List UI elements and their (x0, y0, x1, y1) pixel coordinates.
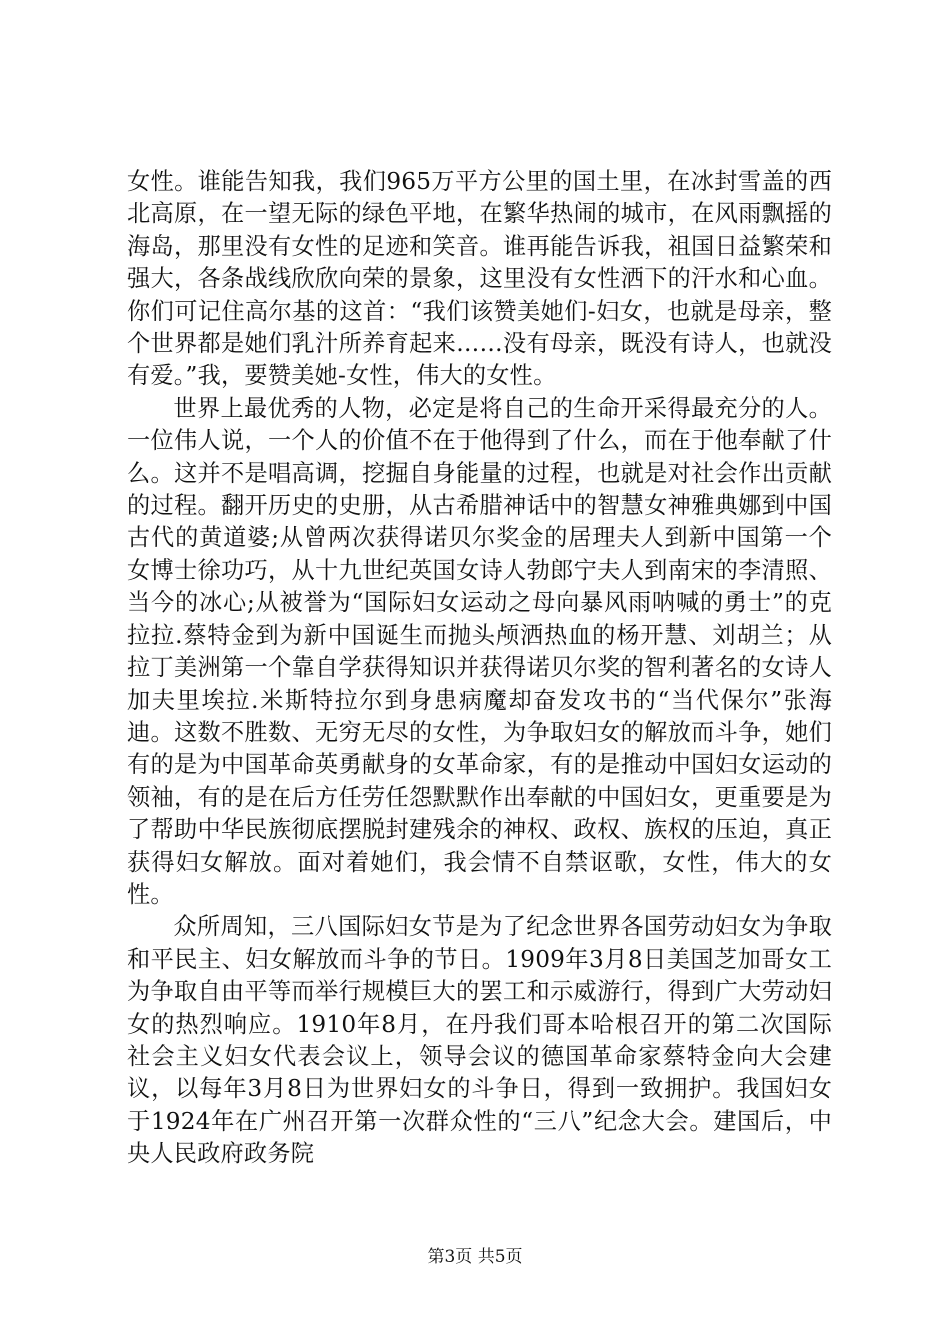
paragraph-1: 女性。谁能告知我，我们965万平方公里的国土里，在冰封雪盖的西北高原，在一望无际的绿色平地，在繁华热闹的城市，在风雨飘摇的海岛，那里没有女性的足迹和笑音。谁再能告诉我，祖国日益繁荣和强大，各条战线欣欣向荣的景象，这里没有女性洒下的汗水和心血。你们可记住高尔基的这首：“我们该赞美她们-妇女，也就是母亲，整个世界都是她们乳汁所养育起来……没有母亲，既没有诗人，也就没有爱。”我，要赞美她-女性，伟大的女性。 (127, 168, 832, 390)
page-footer: 第3页 共5页 (427, 1247, 523, 1267)
document-body (127, 166, 832, 1171)
paragraph-3: 众所周知，三八国际妇女节是为了纪念世界各国劳动妇女为争取和平民主、妇女解放而斗争的节日。1909年3月8日美国芝加哥女工为争取自由平等而举行规模巨大的罢工和示威游行，得到广大劳动妇女的热烈响应。1910年8月，在丹我们哥本哈根召开的第二次国际社会主义妇女代表会议上，领导会议的德国革命家蔡特金向大会建议，以每年3月8日为世界妇女的斗争日，得到一致拥护。我国妇女于1924年在广州召开第一次群众性的“三八”纪念大会。建国后，中央人民政府政务院 (127, 913, 832, 1168)
paragraph-2: 世界上最优秀的人物，必定是将自己的生命开采得最充分的人。一位伟人说，一个人的价值不在于他得到了什么，而在于他奉献了什么。这并不是唱高调，挖掘自身能量的过程，也就是对社会作出贡献的过程。翻开历史的史册，从古希腊神话中的智慧女神雅典娜到中国古代的黄道婆;从曾两次获得诺贝尔奖金的居理夫人到新中国第一个女博士徐功巧，从十九世纪英国女诗人勃郎宁夫人到南宋的李清照、当今的冰心;从被誉为“国际妇女运动之母向暴风雨呐喊的勇士”的克拉拉.蔡特金到为新中国诞生而抛头颅洒热血的杨开慧、刘胡兰；从拉丁美洲第一个靠自学获得知识并获得诺贝尔奖的智利著名的女诗人加夫里埃拉.米斯特拉尔到身患病魔却奋发攻书的“当代保尔”张海迪。这数不胜数、无穷无尽的女性，为争取妇女的解放而斗争，她们有的是为中国革命英勇献身的女革命家，有的是推动中国妇女运动的领袖，有的是在后方任劳任怨默默作出奉献的中国妇女，更重要是为了帮助中华民族彻底摆脱封建残余的神权、政权、族权的压迫，真正获得妇女解放。面对着她们，我会情不自禁讴歌，女性，伟大的女性。 (127, 394, 832, 908)
